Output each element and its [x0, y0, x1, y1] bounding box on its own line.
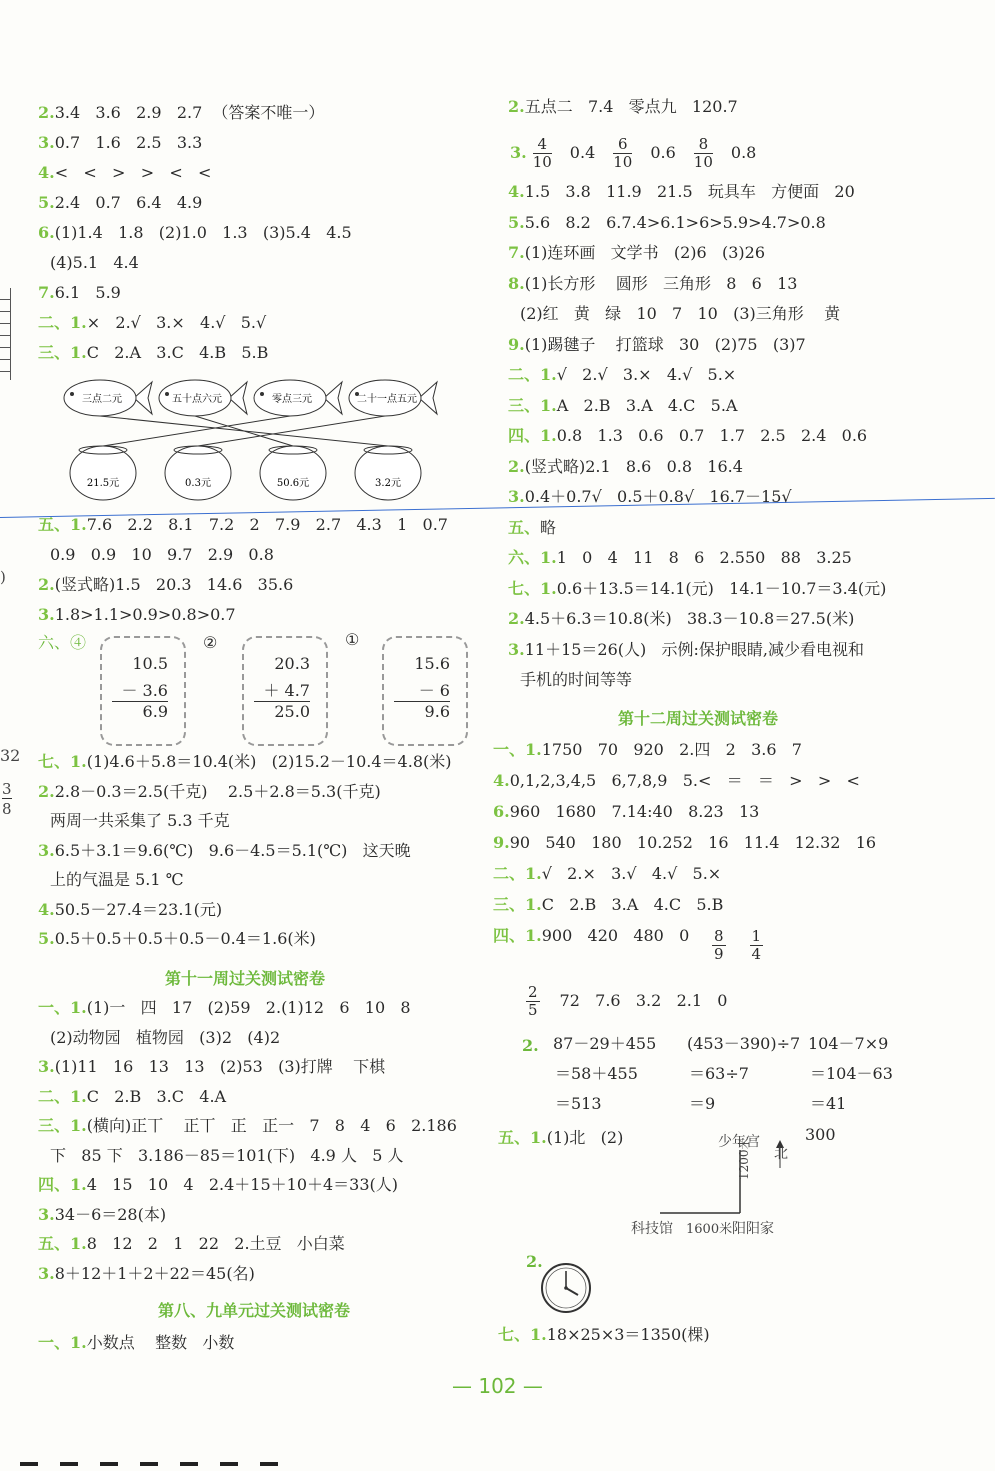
match-line: [195, 416, 293, 446]
question-number: 2.: [38, 575, 55, 594]
question-number: 五、1.: [38, 1234, 87, 1253]
answer-text: 960 1680 7.14:40 8.23 13: [509, 802, 760, 821]
question-number: 3.: [38, 133, 55, 152]
answer-line: [493, 802, 759, 822]
denominator: 5: [528, 1001, 538, 1019]
calc-step: (453－390)÷7: [687, 1034, 801, 1053]
answer-text: 5.6 8.2 6.7.4>6.1>6>5.9>4.7>0.8: [524, 212, 826, 232]
numerator: 6: [613, 136, 632, 154]
answer-text: 2.4 0.7 6.4 4.9: [54, 193, 203, 212]
answer-text: (1)11 16 13 13 (2)53 (3)打牌 下棋: [54, 1057, 386, 1076]
answer-line: [38, 605, 236, 625]
bowl: [165, 446, 231, 500]
map-label-top: 少年宫: [718, 1134, 760, 1150]
answer-line: [38, 1057, 385, 1077]
answer-text: 11＋15＝26(人) 示例:保护眼睛,减少看电视和: [524, 639, 865, 659]
calc-row: ＋ 4.7: [254, 678, 310, 702]
question-number: 2.: [38, 781, 55, 801]
answer-line: [38, 1116, 457, 1136]
vertical-calculation: [100, 636, 186, 746]
answer-text: (1)踢毽子 打篮球 30 (2)75 (3)7: [524, 334, 806, 354]
answer-line: [493, 771, 860, 791]
answer-text: 0.8 1.3 0.6 0.7 1.7 2.5 2.4 0.6: [556, 426, 868, 445]
map-label-left: 科技馆: [631, 1221, 673, 1237]
answer-text: 手机的时间等等: [520, 670, 633, 689]
answer-line: [38, 515, 448, 535]
question-number: 二、1.: [493, 864, 542, 883]
answer-line: [508, 518, 556, 538]
fish-matching-diagram: [55, 368, 455, 508]
answer-line: [50, 545, 274, 565]
question-number: 二、1.: [508, 365, 557, 384]
answer-line: [38, 900, 222, 920]
question-number: 4.: [508, 182, 525, 201]
answer-text: (2)动物园 植物园 (3)2 (4)2: [50, 1027, 281, 1047]
fish-label: 五十点六元: [172, 394, 222, 405]
bowl-label: 21.5元: [86, 478, 120, 489]
question-number: 三、1.: [493, 895, 542, 914]
numerator: 8: [694, 136, 713, 154]
map-answer: 300: [805, 1125, 836, 1144]
edge-scrap-4: ): [0, 568, 6, 586]
clock-question-number: 2.: [526, 1252, 543, 1271]
question-number: 二、1.: [38, 1086, 87, 1106]
clock-icon: [540, 1262, 592, 1314]
answer-text: 6.5＋3.1＝9.6(℃) 9.6－4.5＝5.1(℃) 这天晚: [54, 840, 411, 860]
answer-text: 8 12 2 1 22 2.土豆 小白菜: [86, 1234, 345, 1253]
answer-text: 下 85 下 3.186－85＝101(下) 4.9 人 5 人: [50, 1145, 404, 1165]
answer-line: [508, 548, 852, 568]
question-number: 3.: [38, 1263, 55, 1283]
question-number: 2.: [522, 1036, 539, 1055]
page-number: — 102 —: [452, 1374, 543, 1398]
question-number: 五、: [508, 517, 541, 537]
answer-text: 五点二 7.4 零点九 120.7: [524, 97, 738, 116]
bowl-label: 50.6元: [276, 478, 310, 489]
answer-text: < < > > < <: [54, 163, 212, 182]
section6-mark: ②: [203, 633, 218, 652]
answer-text: (1)一 四 17 (2)59 2.(1)12 6 10 8: [86, 998, 411, 1017]
answer-text: 50.5－27.4＝23.1(元): [54, 899, 223, 919]
answer-line: [508, 396, 737, 416]
answer-text: C 2.B 3.A 4.C 5.B: [541, 895, 724, 914]
answer-line: [508, 365, 736, 385]
denominator: 9: [714, 945, 724, 963]
answer-text: √ 2.√ 3.× 4.√ 5.×: [556, 365, 737, 384]
answer-line: [508, 579, 886, 599]
answer-text: √ 2.× 3.√ 4.√ 5.×: [541, 864, 722, 883]
fraction: [613, 136, 632, 171]
map-label-vertical: 1200米: [737, 1137, 751, 1180]
answer-text: (2)红 黄 绿 10 7 10 (3)三角形 黄: [520, 304, 841, 323]
answer-text: 略: [540, 517, 557, 537]
question-number: 七、1.: [508, 578, 557, 598]
map-label-north: 北: [774, 1146, 788, 1162]
answer-line: [38, 313, 266, 333]
calc-step: ＝41: [810, 1094, 847, 1113]
question-number: 2.: [508, 97, 525, 116]
answer-text: 1.5 3.8 11.9 21.5 玩具车 方便面 20: [524, 182, 855, 201]
question-number: 一、1.: [493, 740, 542, 759]
answer-text: 34－6＝28(本): [54, 1204, 167, 1224]
calc-row: 9.6: [424, 702, 450, 721]
calc-row: 25.0: [274, 702, 310, 721]
answer-text: 0.5＋0.5＋0.5＋0.5－0.4＝1.6(米): [54, 929, 316, 948]
question-number: 3.: [38, 840, 55, 860]
answer-line: [493, 926, 689, 946]
answer-line: [38, 133, 202, 153]
answer-line: [38, 103, 324, 123]
question-number: 9.: [493, 833, 510, 852]
question-number: 3.: [38, 1204, 55, 1224]
answer-line: [520, 304, 840, 324]
question-number: 8.: [508, 273, 525, 293]
answer-text: C 2.B 3.C 4.A: [86, 1086, 227, 1106]
fraction: [712, 928, 726, 963]
numerator: 2: [528, 983, 538, 1001]
answer-text: (1)1.4 1.8 (2)1.0 1.3 (3)5.4 4.5: [54, 223, 352, 242]
fraction-answers: [700, 928, 775, 968]
calc-row: 15.6: [414, 654, 450, 673]
edge-scrap-1: 32: [0, 746, 21, 765]
question-number: 三、1.: [508, 395, 557, 415]
answer-text: 1.8>1.1>0.9>0.8>0.7: [54, 605, 236, 624]
calc-step: ＝9: [689, 1094, 716, 1113]
answer-line: [50, 1028, 280, 1048]
answer-line: [38, 1264, 255, 1284]
bowl: [260, 446, 326, 500]
question-number: 4.: [38, 899, 55, 919]
answer-line: [493, 833, 876, 853]
answer-line: [38, 1087, 226, 1107]
answer-line: [38, 283, 121, 303]
numerator: 1: [751, 927, 762, 945]
answer-line: [38, 998, 411, 1018]
question-number: 5.: [508, 212, 525, 232]
answer-text: 两周一共采集了 5.3 千克: [50, 811, 230, 830]
answer-text: (1)4.6＋5.8＝10.4(米) (2)15.2－10.4＝4.8(米): [86, 752, 452, 771]
answer-line: [520, 670, 632, 690]
answer-text: 6.1 5.9: [54, 283, 121, 302]
answer-line: [508, 335, 806, 355]
map-label-bottom: 1600米: [686, 1222, 733, 1237]
calc-row: － 6: [394, 678, 450, 702]
answer-line: [38, 752, 452, 772]
question-number: 3.: [510, 143, 527, 162]
answer-line: [50, 811, 230, 831]
answer-line: [38, 1205, 166, 1225]
answer-line: [508, 640, 864, 660]
answer-text: 900 420 480 0: [541, 926, 690, 945]
bottom-scan-marks: [20, 1462, 300, 1466]
calc-step: ＝63÷7: [689, 1064, 749, 1083]
answer-text: 上的气温是 5.1 ℃: [50, 870, 184, 889]
fish-card: [349, 380, 437, 416]
answer-line: [38, 343, 268, 363]
section-title-week12: 第十二周过关测试密卷: [618, 709, 779, 728]
question-number: 四、1.: [493, 926, 542, 945]
question-number: 三、1.: [38, 1116, 87, 1135]
fish-card: [64, 380, 152, 416]
question-number: 2.: [38, 103, 55, 122]
calc-row: 20.3: [274, 654, 310, 673]
section-title-week11: 第十一周过关测试密卷: [165, 969, 326, 988]
answer-text: 0.7 1.6 2.5 3.3: [54, 133, 203, 152]
decimal-value: 0.6: [650, 143, 676, 162]
question-number: 5.: [38, 929, 55, 948]
answer-text: 3.4 3.6 2.9 2.7 （答案不唯一）: [54, 103, 325, 122]
map-question: 五、1.(1)北 (2): [498, 1128, 624, 1147]
answer-line: [50, 870, 184, 890]
bowl: [355, 446, 421, 500]
question-number: 7.: [38, 283, 55, 302]
question-number: 4.: [38, 163, 55, 182]
answer-text: 4 15 10 4 2.4＋15＋10＋4＝33(人): [86, 1175, 399, 1194]
bowl: [70, 446, 136, 500]
fraction-row: [510, 133, 768, 173]
match-line: [198, 416, 385, 446]
calc-step: 104－7×9: [808, 1034, 889, 1053]
map-label-right: 阳阳家: [732, 1221, 774, 1237]
numerator: 8: [714, 927, 724, 945]
fraction-answers-line2: [520, 984, 727, 1024]
answer-text: C 2.A 3.C 4.B 5.B: [86, 343, 269, 362]
answer-text: 2.8－0.3＝2.5(千克) 2.5＋2.8＝5.3(千克): [54, 781, 381, 801]
answer-text: 小数点 整数 小数: [86, 1333, 235, 1352]
question-number: 二、1.: [38, 313, 87, 332]
answer-line: [38, 223, 352, 243]
denominator: 10: [613, 153, 633, 171]
answer-line: [508, 487, 792, 507]
answer-line: [508, 182, 855, 202]
edge-scrap-2: 3: [2, 780, 12, 798]
fish-label: 三点二元: [82, 394, 122, 405]
decimal-value: 0.4: [569, 143, 596, 162]
fraction: [526, 984, 540, 1019]
question-number: 七、1.: [38, 752, 87, 771]
answer-text: 0.4＋0.7√ 0.5＋0.8√ 16.7－15√: [524, 487, 792, 506]
question-number: 3.: [508, 487, 525, 506]
section6-mark: 六、④: [38, 633, 87, 652]
calc-step: ＝513: [555, 1094, 602, 1113]
answer-text: (1)长方形 圆形 三角形 8 6 13: [524, 273, 798, 293]
denominator: 4: [751, 945, 762, 963]
section6-mark: ①: [345, 630, 360, 649]
question-number: 六、1.: [508, 548, 557, 567]
question-number: 2.: [508, 456, 525, 476]
question-number: 9.: [508, 334, 525, 354]
calc-row: 10.5: [132, 654, 168, 673]
decimal-value: 0.8: [730, 143, 757, 162]
question-number: 7.: [508, 243, 525, 262]
answer-line: [50, 253, 139, 273]
calc-row: 6.9: [142, 702, 168, 721]
answer-text: × 2.√ 3.× 4.√ 5.√: [86, 313, 267, 332]
answer-line: [38, 841, 411, 861]
answer-text: (竖式略)1.5 20.3 14.6 35.6: [54, 575, 294, 594]
fish-label: 二十一点五元: [357, 394, 417, 405]
answer-line: [38, 575, 293, 595]
calc-step: ＝104－63: [810, 1064, 893, 1083]
answer-text: 1 0 4 11 8 6 2.550 88 3.25: [556, 548, 852, 567]
answer-line: [38, 163, 211, 183]
question-number: 四、1.: [38, 1175, 87, 1194]
fish-label: 零点三元: [272, 394, 312, 405]
answer-line: [508, 213, 826, 233]
question-number: 3.: [508, 639, 525, 659]
answer-line: [508, 274, 797, 294]
answer-line: [493, 864, 721, 884]
fraction: [533, 136, 552, 171]
edge-scrap-3: 8: [2, 800, 12, 818]
fraction: [694, 136, 713, 171]
answer-text: 72 7.6 3.2 2.1 0: [559, 991, 728, 1010]
question-number: 四、1.: [508, 426, 557, 445]
question-number: 4.: [493, 771, 510, 790]
question-number: 6.: [38, 223, 55, 242]
match-line: [103, 416, 290, 446]
answer-line-last: 七、1.18×25×3＝1350(棵): [498, 1325, 710, 1344]
answer-text: (4)5.1 4.4: [50, 253, 139, 272]
answer-text: 4.5＋6.3＝10.8(米) 38.3－10.8＝27.5(米): [524, 609, 855, 628]
answer-text: (横向)正丅 正丅 正 正一 7 8 4 6 2.186: [86, 1116, 457, 1135]
question-number: 3.: [38, 1057, 55, 1076]
fraction: [750, 928, 764, 963]
answer-line: [493, 895, 723, 915]
numerator: 4: [533, 136, 552, 154]
question-number: 5.: [38, 193, 55, 212]
answer-text: 90 540 180 10.252 16 11.4 12.32 16: [509, 833, 877, 852]
question-number: 一、1.: [38, 1333, 87, 1352]
answer-line: [38, 1234, 345, 1254]
answer-line: [508, 457, 743, 477]
question-number: 6.: [493, 802, 510, 821]
bowl-label: 3.2元: [375, 478, 401, 489]
fish-card: [254, 380, 342, 416]
question-number: 一、1.: [38, 998, 87, 1017]
answer-line: [38, 1175, 398, 1195]
question-number: 2.: [508, 609, 525, 628]
bowl-label: 0.3元: [185, 478, 211, 489]
question-number: 3.: [38, 605, 55, 624]
answer-text: 7.6 2.2 8.1 7.2 2 7.9 2.7 4.3 1 0.7: [86, 515, 448, 534]
answer-text: (竖式略)2.1 8.6 0.8 16.4: [524, 456, 743, 476]
answer-line: [38, 782, 381, 802]
answer-text: (1)连环画 文学书 (2)6 (3)26: [524, 243, 766, 262]
answer-line: [508, 243, 765, 263]
answer-line: [50, 1146, 403, 1166]
answer-line: [38, 193, 202, 213]
answer-text: A 2.B 3.A 4.C 5.A: [556, 395, 738, 415]
calc-step: ＝58＋455: [555, 1064, 638, 1083]
question-number: 五、1.: [38, 515, 87, 534]
calc-step: 87－29＋455: [553, 1034, 657, 1053]
answer-line: [38, 929, 316, 949]
answer-line: [38, 1333, 234, 1353]
question-number: 三、1.: [38, 343, 87, 362]
answer-line: [508, 97, 738, 117]
edge-grid: [0, 288, 11, 380]
answer-text: 0,1,2,3,4,5 6,7,8,9 5.< ＝ ＝ > > <: [509, 771, 860, 790]
answer-text: 0.9 0.9 10 9.7 2.9 0.8: [50, 545, 274, 564]
answer-text: 8＋12＋1＋2＋22＝45(名): [54, 1263, 255, 1283]
vertical-calculation: [382, 636, 468, 746]
denominator: 10: [532, 153, 552, 171]
answer-line: [493, 740, 802, 760]
answer-text: 0.6＋13.5＝14.1(元) 14.1－10.7＝3.4(元): [556, 578, 887, 598]
answer-line: [508, 426, 867, 446]
fish-card: [159, 380, 247, 416]
answer-line: [508, 609, 854, 629]
calc-row: － 3.6: [112, 678, 168, 702]
denominator: 10: [693, 153, 713, 171]
answer-text: 1750 70 920 2.四 2 3.6 7: [541, 740, 802, 759]
vertical-calculation: [242, 636, 328, 746]
section-title-unit89: 第八、九单元过关测试密卷: [158, 1301, 351, 1320]
